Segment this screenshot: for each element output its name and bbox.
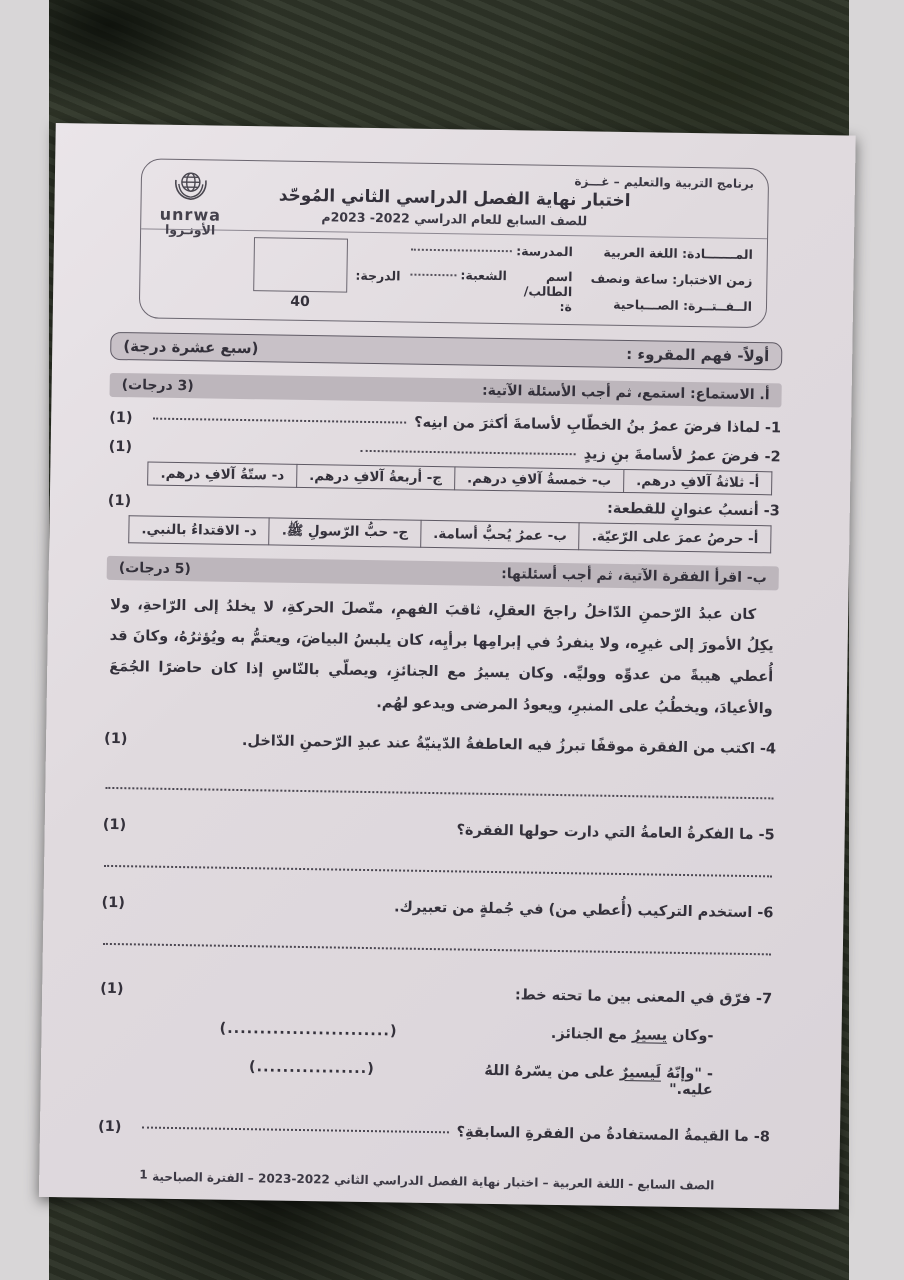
question-5-text: 5- ما الفكرةُ العامةُ التي دارت حولها الفقرة؟	[456, 822, 775, 844]
question-7-item-2	[99, 1057, 771, 1100]
question-6-answer-line	[103, 941, 771, 955]
question-2-options-table	[147, 462, 772, 496]
table-row	[148, 462, 772, 495]
question-7-item-2-blank: (.................)	[248, 1058, 376, 1077]
question-6	[101, 895, 773, 922]
question-3-mark: (1)	[107, 492, 132, 510]
exam-meta-column	[582, 242, 753, 317]
grade-box	[253, 237, 348, 292]
exam-paper	[39, 123, 856, 1209]
reading-marks: (5 درجات)	[118, 560, 192, 578]
question-7-item-1	[99, 1019, 771, 1046]
question-7-item-1-sentence: -وكان يسيرُ مع الجنائز.	[550, 1025, 714, 1045]
time-field: زمن الاختبار: ساعة ونصف	[590, 270, 753, 288]
right-margin-strip	[849, 0, 904, 1280]
exam-title: اختبار نهاية الفصل الدراسي الثاني المُوحّد	[278, 185, 631, 212]
listening-title: أ. الاستماع: استمع، ثم أجب الأسئلة الآتية:	[481, 382, 770, 404]
underlined-word: لَيسيرٌ	[619, 1064, 662, 1082]
header-fields	[250, 237, 753, 317]
question-3-option-a: أ- حرصُ عمرَ على الرّعيّة.	[579, 523, 771, 553]
page-footer	[97, 1168, 769, 1193]
question-6-text: 6- استخدم التركيب (أُعطي من) في جُملةٍ من تعبيرك.	[393, 899, 774, 922]
section1-marks: (سبع عشرة درجة)	[123, 337, 259, 358]
school-label: المدرسة:	[516, 243, 573, 260]
student-field	[410, 267, 573, 315]
question-4-mark: (1)	[103, 730, 128, 747]
listening-marks: (3 درجات)	[121, 377, 194, 395]
program-line: برنامج التربية والتعليم – غـــزة	[574, 174, 755, 191]
reading-paragraph: كان عبدُ الرّحمنِ الدّاخلُ راجحَ العقلِ، ثاقبَ الفهمِ، متّصلَ الحركةِ، لا يخلدُ إلى الرّاحةِ، ولا يكِلُ الأمورَ إلى غيرِه، ولا ينفردُ في إبرامِها برأيِه، كان يلبسُ البياضَ، ويعتمُّ به ويُؤثرُهُ، وكانَ قد أُعطي هيبةً من عدوِّه ووليِّه. وكان يسيرُ مع الجنائزِ، ويصلّي بالنّاسِ إذا كان حاضرًا الجُمَعَ والأعيادَ، ويخطُبُ على المنبرِ، ويعودُ المرضى ويدعو لهُم.	[109, 596, 774, 717]
underlined-word: يسيرُ	[631, 1026, 668, 1044]
question-2	[109, 439, 781, 466]
footer-text: الصف السابع - اللغة العربية – اختبار نهاية الفصل الدراسي الثاني 2022-2023 – الفترة الصباحية	[152, 1169, 715, 1193]
reading-title: ب- اقرأ الفقرة الآتية، ثم أجب أسئلتها:	[501, 566, 767, 587]
question-1-text: 1- لماذا فرضَ عمرُ بنُ الخطّابِ لأسامةَ أكثرَ من ابنِه؟	[414, 414, 782, 437]
question-2-option-d: د- ستّةُ آلافِ درهم.	[148, 462, 297, 487]
student-info-column	[410, 240, 573, 315]
question-7-mark: (1)	[100, 980, 124, 997]
question-8-text: 8- ما القيمةُ المستفادةُ من الفقرةِ السابقةِ؟	[456, 1124, 771, 1146]
question-5	[103, 817, 775, 844]
unrwa-logo-arabic: الأونـروا	[164, 221, 216, 238]
header-divider	[141, 228, 767, 239]
question-8-mark: (1)	[97, 1118, 122, 1135]
school-blank-line	[411, 249, 512, 253]
question-4-answer-line	[105, 785, 773, 799]
question-2-option-a: أ- ثلاثةُ آلافِ درهم.	[624, 469, 772, 494]
question-6-mark: (1)	[101, 894, 126, 911]
question-8-dotted-line	[142, 1126, 449, 1133]
student-label: اسم الطالب/ة:	[523, 268, 573, 315]
question-7	[100, 981, 772, 1008]
table-row	[129, 516, 771, 553]
exam-header-box	[139, 158, 769, 328]
grade-column	[250, 237, 401, 311]
question-2-dotted-line	[361, 450, 576, 455]
question-7-text: 7- فرّق في المعنى بين ما تحته خط:	[514, 987, 773, 1008]
question-7-item-1-blank: (.........................)	[219, 1020, 398, 1040]
section-label: الشعبة:	[460, 267, 508, 284]
question-1-dotted-line	[153, 418, 406, 424]
question-1	[109, 410, 781, 437]
school-field	[411, 242, 573, 260]
question-7-item-2-sentence: - "وإنّهُ لَيسيرٌ على من يسّرهُ اللهُ عليه."	[484, 1062, 714, 1099]
question-5-mark: (1)	[102, 816, 127, 833]
question-4-text: 4- اكتب من الفقرة موقفًا تبرزُ فيه العاطفةُ الدّينيّةُ عند عبدِ الرّحمنِ الدّاخل.	[241, 732, 777, 758]
un-emblem-icon	[170, 168, 213, 207]
unrwa-logo	[151, 168, 230, 238]
question-3-option-d: د- الاقتداءُ بالنبي.	[129, 516, 270, 545]
section1-header-bar	[110, 332, 782, 371]
period-field: الــفــتــرة: الصـــباحية	[613, 296, 753, 314]
section1-title: أولاً- فهم المقروء :	[626, 345, 770, 366]
listening-header-bar	[109, 373, 781, 408]
grade-label: الدرجة:	[355, 267, 401, 283]
page-number: 1	[139, 1167, 148, 1182]
subject-field: المـــــــادة: اللغة العربية	[603, 244, 753, 262]
exam-subtitle: للصف السابع للعام الدراسي 2022- 2023م	[321, 209, 588, 229]
question-3-option-c: ج- حبُّ الرّسولِ ﷺ.	[269, 518, 421, 547]
question-8	[98, 1119, 770, 1146]
question-3-text: 3- أنسبُ عنوانٍ للقطعة:	[606, 500, 780, 520]
question-2-text: 2- فرضَ عمرُ لأسامةَ بنِ زيدٍ	[583, 446, 781, 466]
question-2-option-b: ب- خمسةُ آلافِ درهم.	[454, 467, 623, 493]
question-4	[104, 731, 776, 758]
grade-box-wrap	[253, 237, 348, 310]
reading-header-bar	[107, 556, 779, 591]
unrwa-logo-latin: unrwa	[159, 204, 222, 225]
question-3	[108, 493, 780, 520]
question-1-mark: (1)	[109, 409, 133, 427]
question-3-option-b: ب- عمرُ يُحبُّ أسامة.	[420, 520, 579, 549]
question-3-options-table	[128, 515, 771, 553]
question-2-option-c: ج- أربعةُ آلافِ درهم.	[297, 464, 455, 489]
total-marks: 40	[290, 293, 310, 311]
question-5-answer-line	[104, 863, 772, 877]
section-blank-line	[410, 274, 456, 277]
question-2-mark: (1)	[108, 438, 133, 456]
